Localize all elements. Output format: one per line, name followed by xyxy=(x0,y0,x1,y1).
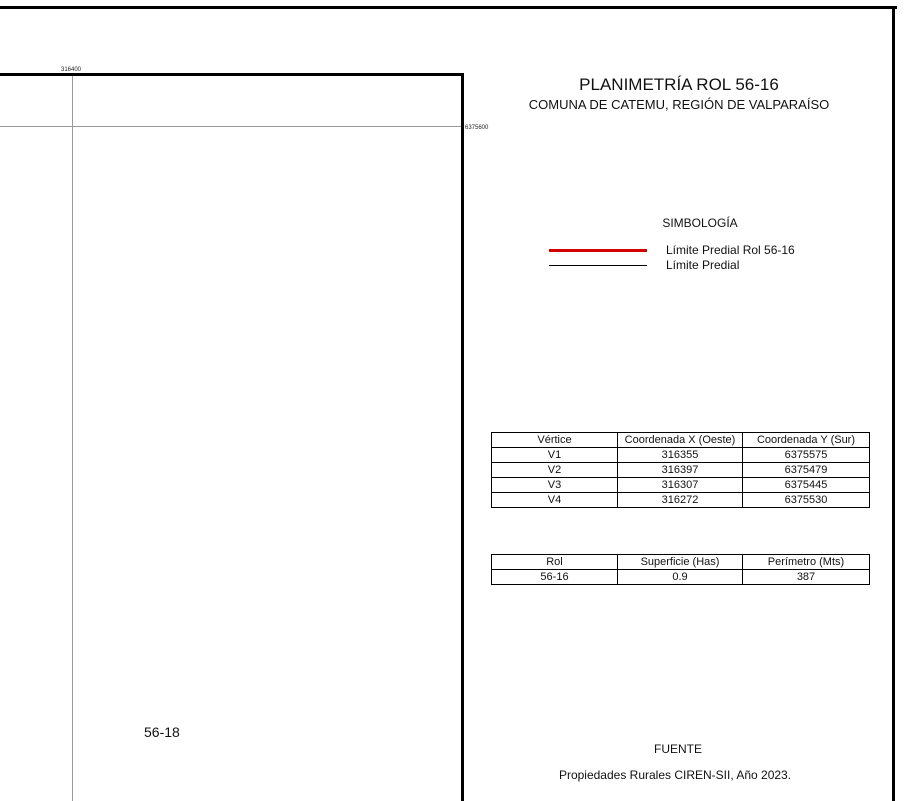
grid-x-label: 316400 xyxy=(61,67,82,73)
cell-x: 316272 xyxy=(618,493,743,508)
page-subtitle: COMUNA DE CATEMU, REGIÓN DE VALPARAÍSO xyxy=(528,97,830,112)
header-vertice: Vértice xyxy=(492,433,618,448)
table-row xyxy=(492,448,870,463)
summary-table xyxy=(491,554,870,585)
parcel-label: 56-18 xyxy=(144,724,180,740)
map-frame-top xyxy=(0,73,464,76)
legend-line-red xyxy=(549,249,647,252)
grid-line-horizontal xyxy=(0,126,461,127)
table-row xyxy=(492,570,870,585)
frame-right-border xyxy=(892,6,895,801)
cell-vertex: V2 xyxy=(492,463,618,478)
cell-y: 6375575 xyxy=(743,448,870,463)
cell-y: 6375445 xyxy=(743,478,870,493)
table-row xyxy=(492,493,870,508)
legend-item-rol xyxy=(549,243,849,257)
cell-y: 6375530 xyxy=(743,493,870,508)
cell-vertex: V1 xyxy=(492,448,618,463)
cell-vertex: V4 xyxy=(492,493,618,508)
header-superficie: Superficie (Has) xyxy=(618,555,743,570)
legend-line-black xyxy=(549,265,647,266)
grid-line-vertical xyxy=(72,76,73,801)
source-text: Propiedades Rurales CIREN-SII, Año 2023. xyxy=(558,768,792,782)
header-perimetro: Perímetro (Mts) xyxy=(743,555,870,570)
table-header-row xyxy=(492,555,870,570)
cell-superficie: 0.9 xyxy=(618,570,743,585)
table-row xyxy=(492,478,870,493)
legend-label-rol: Límite Predial Rol 56-16 xyxy=(666,243,795,257)
cell-x: 316397 xyxy=(618,463,743,478)
header-coord-y: Coordenada Y (Sur) xyxy=(743,433,870,448)
legend-item-predial xyxy=(549,258,849,272)
vertices-table xyxy=(491,432,870,508)
header-coord-x: Coordenada X (Oeste) xyxy=(618,433,743,448)
header-rol: Rol xyxy=(492,555,618,570)
legend-heading: SIMBOLOGÍA xyxy=(662,216,738,230)
grid-y-label: 6375600 xyxy=(465,125,489,131)
cell-x: 316307 xyxy=(618,478,743,493)
legend-label-predial: Límite Predial xyxy=(666,258,740,272)
table-header-row xyxy=(492,433,870,448)
source-heading: FUENTE xyxy=(654,742,702,756)
cell-x: 316355 xyxy=(618,448,743,463)
table-row xyxy=(492,463,870,478)
page-title: PLANIMETRÍA ROL 56-16 xyxy=(579,75,779,94)
cell-y: 6375479 xyxy=(743,463,870,478)
cell-perimetro: 387 xyxy=(743,570,870,585)
map-frame-right xyxy=(461,73,464,801)
cell-vertex: V3 xyxy=(492,478,618,493)
cell-rol: 56-16 xyxy=(492,570,618,585)
